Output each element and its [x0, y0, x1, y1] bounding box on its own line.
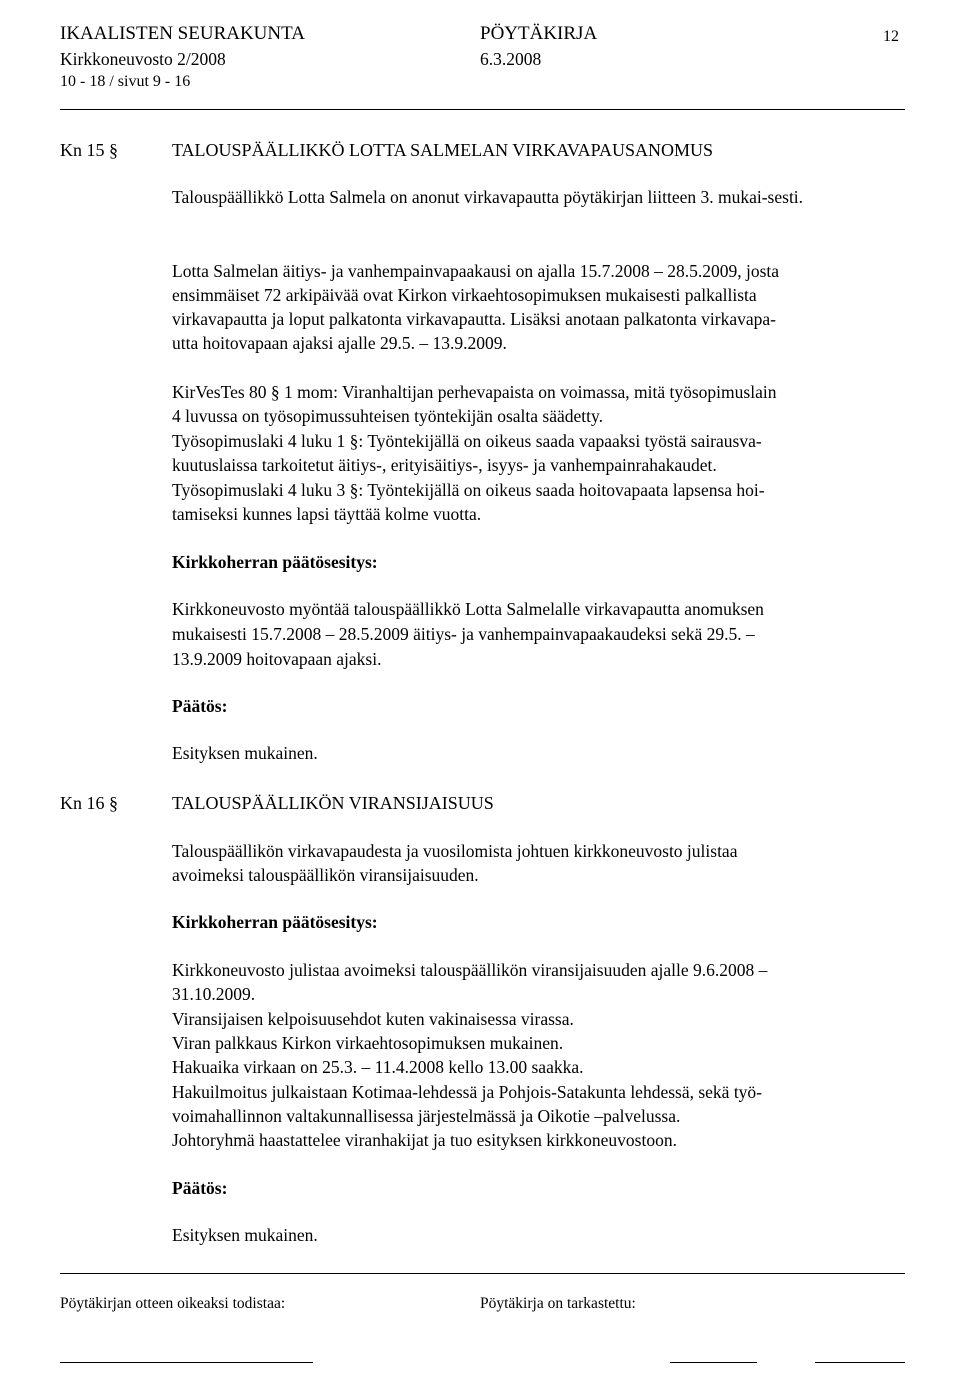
section-range: 10 - 18 / sivut 9 - 16 [60, 73, 191, 90]
doc-type: PÖYTÄKIRJA [480, 23, 598, 44]
section-number-kn15: Kn 15 § [60, 140, 118, 160]
kn15-line: Lotta Salmelan äitiys- ja vanhempainvapaakausi on ajalla 15.7.2008 – 28.5.2009, josta [172, 261, 780, 281]
kn16-proposal-line: Hakuaika virkaan on 25.3. – 11.4.2008 kello 13.00 saakka. [172, 1057, 584, 1077]
kn16-proposal-line: Viran palkkaus Kirkon virkaehtosopimuksen mukainen. [172, 1033, 564, 1053]
kn16-proposal-heading: Kirkkoherran päätösesitys: [172, 912, 378, 932]
kn15-paragraph-1: Talouspäällikkö Lotta Salmela on anonut virkavapautta pöytäkirjan liitteen 3. mukai-sesti. [172, 187, 804, 207]
header-rule [60, 109, 905, 110]
kn16-proposal-line: Hakuilmoitus julkaistaan Kotimaa-lehdessä ja Pohjois-Satakunta lehdessä, sekä työ- [172, 1082, 763, 1102]
signature-line-3 [815, 1362, 905, 1363]
kn15-proposal-line: 13.9.2009 hoitovapaan ajaksi. [172, 649, 382, 669]
kn15-line: tamiseksi kunnes lapsi täyttää kolme vuotta. [172, 504, 482, 524]
meeting-name: Kirkkoneuvosto 2/2008 [60, 49, 226, 69]
kn15-line: virkavapautta ja loput palkatonta virkavapautta. Lisäksi anotaan palkatonta virkavapa- [172, 309, 777, 329]
org-name: IKAALISTEN SEURAKUNTA [60, 23, 305, 44]
kn16-proposal-line: Kirkkoneuvosto julistaa avoimeksi talouspäällikön viransijaisuuden ajalle 9.6.2008 – [172, 960, 768, 980]
kn15-decision-heading: Päätös: [172, 696, 228, 716]
kn15-line: kuutuslaissa tarkoitetut äitiys-, erityisäitiys-, isyys- ja vanhempainrahakaudet. [172, 455, 717, 475]
kn15-line: KirVesTes 80 § 1 mom: Viranhaltijan perhevapaista on voimassa, mitä työsopimuslain [172, 382, 777, 402]
footer-rule [60, 1273, 905, 1274]
kn16-proposal-line: voimahallinnon valtakunnallisessa järjestelmässä ja Oikotie –palvelussa. [172, 1106, 681, 1126]
kn16-decision: Esityksen mukainen. [172, 1225, 318, 1245]
kn16-proposal-line: Viransijaisen kelpoisuusehdot kuten vakinaisessa virassa. [172, 1009, 574, 1029]
checked-label: Pöytäkirja on tarkastettu: [480, 1295, 636, 1312]
kn16-decision-heading: Päätös: [172, 1178, 228, 1198]
kn15-proposal-line: mukaisesti 15.7.2008 – 28.5.2009 äitiys- ja vanhempainvapaakaudeksi sekä 29.5. – [172, 624, 755, 644]
kn16-line: avoimeksi talouspäällikön viransijaisuuden. [172, 865, 479, 885]
kn16-proposal-line: 31.10.2009. [172, 984, 256, 1004]
meeting-date: 6.3.2008 [480, 49, 542, 69]
kn16-proposal-line: Johtoryhmä haastattelee viranhakijat ja tuo esityksen kirkkoneuvostoon. [172, 1130, 677, 1150]
kn15-line: Työsopimuslaki 4 luku 3 §: Työntekijällä on oikeus saada hoitovapaata lapsensa hoi- [172, 480, 765, 500]
signature-line-1 [60, 1362, 313, 1363]
kn15-proposal-line: Kirkkoneuvosto myöntää talouspäällikkö Lotta Salmelalle virkavapautta anomuksen [172, 599, 764, 619]
certify-label: Pöytäkirjan otteen oikeaksi todistaa: [60, 1295, 286, 1312]
kn15-line: ensimmäiset 72 arkipäivää ovat Kirkon virkaehtosopimuksen mukaisesti palkallista [172, 285, 757, 305]
kn15-decision: Esityksen mukainen. [172, 743, 318, 763]
kn16-line: Talouspäällikön virkavapaudesta ja vuosilomista johtuen kirkkoneuvosto julistaa [172, 841, 738, 861]
kn15-line: 4 luvussa on työsopimussuhteisen työntekijän osalta säädetty. [172, 406, 603, 426]
kn15-line: utta hoitovapaan ajaksi ajalle 29.5. – 13.9.2009. [172, 333, 507, 353]
kn15-line: Työsopimuslaki 4 luku 1 §: Työntekijällä on oikeus saada vapaaksi työstä sairausva- [172, 431, 762, 451]
section-title-kn16: TALOUSPÄÄLLIKÖN VIRANSIJAISUUS [172, 793, 494, 813]
section-number-kn16: Kn 16 § [60, 793, 118, 813]
section-title-kn15: TALOUSPÄÄLLIKKÖ LOTTA SALMELAN VIRKAVAPAUSANOMUS [172, 140, 714, 160]
signature-line-2 [670, 1362, 757, 1363]
kn15-proposal-heading: Kirkkoherran päätösesitys: [172, 552, 378, 572]
page-number: 12 [883, 28, 899, 45]
